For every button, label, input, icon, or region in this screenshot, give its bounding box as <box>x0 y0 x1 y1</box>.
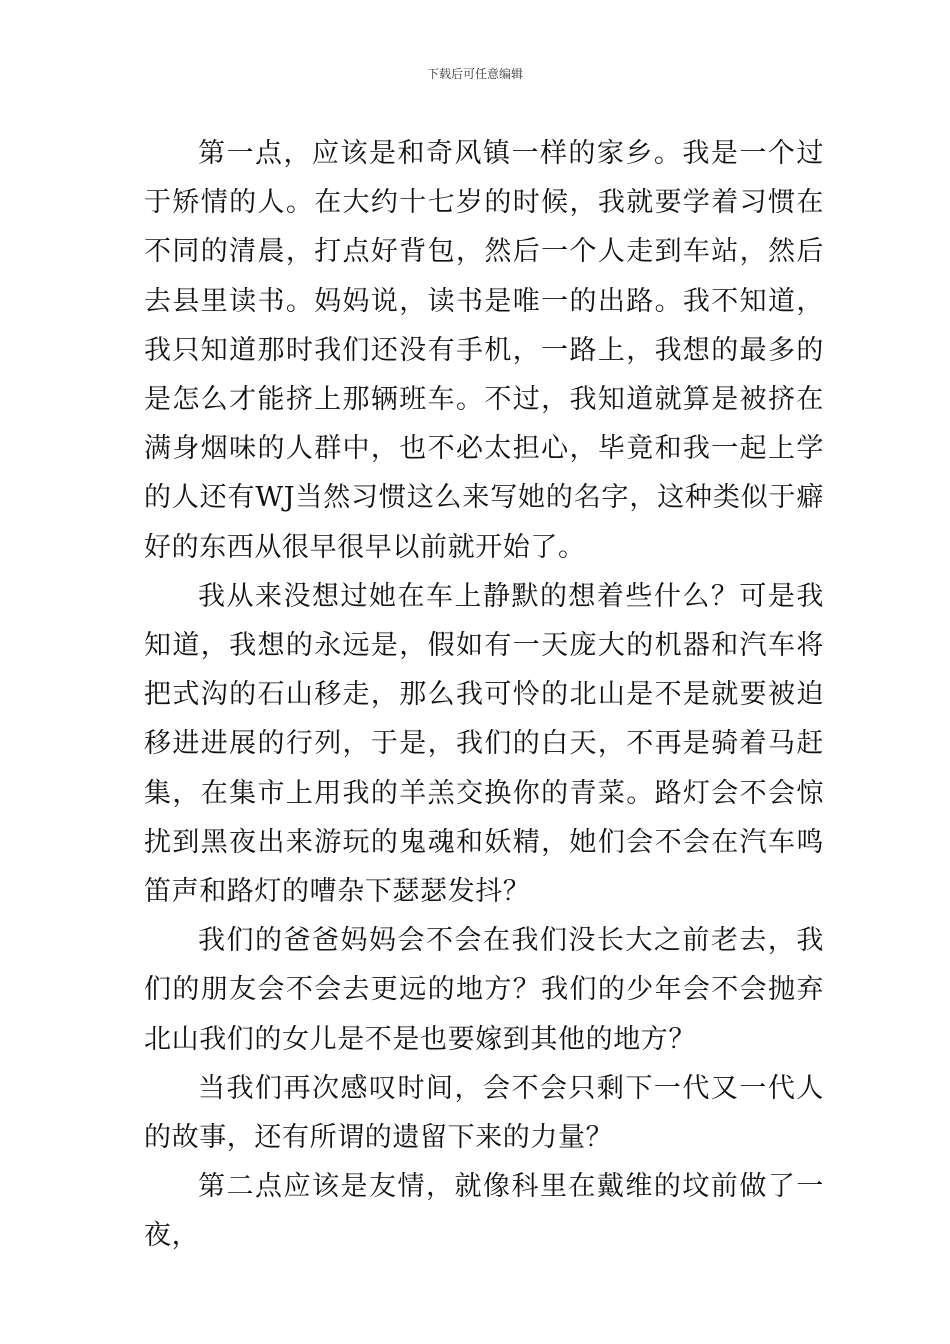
page-header: 下载后可任意编辑 <box>426 67 523 81</box>
paragraph-5: 第二点应该是友情，就像科里在戴维的坟前做了一夜， <box>144 1171 824 1252</box>
paragraph-4: 当我们再次感叹时间，会不会只剩下一代又一代人的故事，还有所谓的遗留下来的力量？ <box>144 1072 824 1154</box>
paragraph-1: 第一点，应该是和奇风镇一样的家乡。我是一个过于矫情的人。在大约十七岁的时候，我就要学着习惯在不同的清晨，打点好背包，然后一个人走到车站，然后去县里读书。妈妈说，读书是唯一的出路。我不知道，我只知道那时我们还没有手机，一路上，我想的最多的是怎么才能挤上那辆班车。不过，我知道就算是被挤在满身烟味的人群中，也不必太担心，毕竟和我一起上学的人还有WJ当然习惯这么来写她的名字，这种类似于癖好的东西从很早很早以前就开始了。 <box>144 138 824 563</box>
paragraph-2: 我从来没想过她在车上静默的想着些什么？可是我知道，我想的永远是，假如有一天庞大的机器和汽车将把式沟的石山移走，那么我可怜的北山是不是就要被迫移进进展的行列，于是，我们的白天，不再是骑着马赶集，在集市上用我的羊羔交换你的青菜。路灯会不会惊扰到黑夜出来游玩的鬼魂和妖精，她们会不会在汽车鸣笛声和路灯的嘈杂下瑟瑟发抖？ <box>144 580 824 908</box>
paragraph-3: 我们的爸爸妈妈会不会在我们没长大之前老去，我们的朋友会不会去更远的地方？我们的少年会不会抛弃北山我们的女儿是不是也要嫁到其他的地方？ <box>144 925 824 1055</box>
document-body <box>144 129 824 1261</box>
